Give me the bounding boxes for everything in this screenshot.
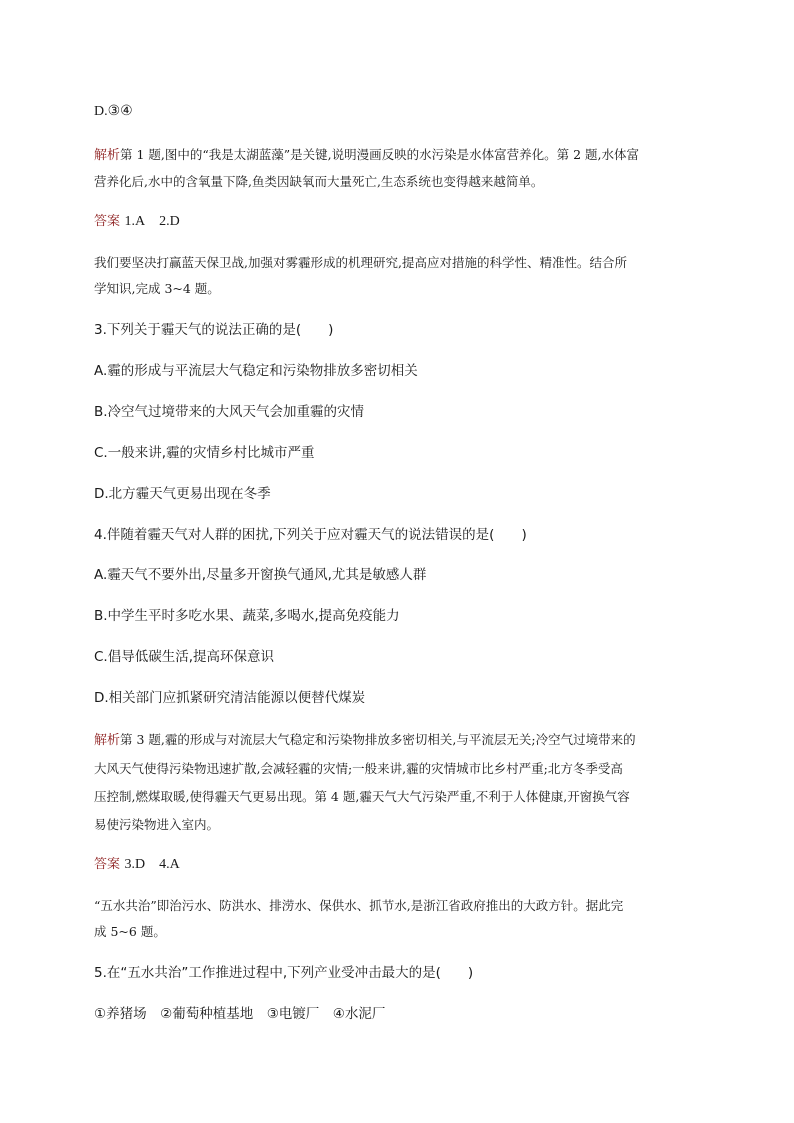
question-4-option-a: A.霾天气不要外出,尽量多开窗换气通风,尤其是敏感人群 [94,567,427,583]
explanation-text: 第 1 题,图中的“我是太湖蓝藻”是关键,说明漫画反映的水污染是水体富营养化。第 2 题,水体富 [120,147,640,162]
question-3-stem: 3.下列关于霾天气的说法正确的是( ) [94,322,334,338]
answer-1 [94,212,180,231]
explanation-label: 解析 [94,733,121,748]
explanation-2-line-4: 易使污染物进入室内。 [94,817,220,832]
question-4-stem: 4.伴随着霾天气对人群的困扰,下列关于应对霾天气的说法错误的是( ) [94,527,527,543]
answer-value: 3.D [124,857,146,872]
intro-5-6-line-2: 成 5~6 题。 [94,924,166,939]
explanation-2-line-2: 大风天气使得污染物迅速扩散,会减轻霾的灾情;一般来讲,霾的灾情城市比乡村严重;北方冬季受高 [94,761,623,776]
question-3-option-a: A.霾的形成与平流层大气稳定和污染物排放多密切相关 [94,363,418,379]
intro-3-4-line-2: 学知识,完成 3~4 题。 [94,281,220,296]
explanation-1-line-1 [94,146,639,165]
answer-value: 4.A [159,857,180,872]
answer-label: 答案 [94,857,121,872]
question-5-choices: ①养猪场 ②葡萄种植基地 ③电镀厂 ④水泥厂 [94,1006,386,1022]
question-5-stem: 5.在“五水共治”工作推进过程中,下列产业受冲击最大的是( ) [94,965,474,981]
question-4-option-b: B.中学生平时多吃水果、蔬菜,多喝水,提高免疫能力 [94,608,400,624]
question-3-option-d: D.北方霾天气更易出现在冬季 [94,486,271,502]
explanation-text: 第 3 题,霾的形成与对流层大气稳定和污染物排放多密切相关,与平流层无关;冷空气过境带来的 [120,732,636,747]
answer-value: 1.A [124,214,146,229]
explanation-2-line-1 [94,731,636,750]
question-3-option-c: C.一般来讲,霾的灾情乡村比城市严重 [94,445,315,461]
explanation-2-line-3: 压控制,燃煤取暖,使得霾天气更易出现。第 4 题,霾天气大气污染严重,不利于人体健康,开窗换气容 [94,789,630,804]
answer-label: 答案 [94,214,121,229]
answer-2 [94,855,180,874]
question-4-option-c: C.倡导低碳生活,提高环保意识 [94,649,275,665]
intro-5-6-line-1: “五水共治”即治污水、防洪水、排涝水、保供水、抓节水,是浙江省政府推出的大政方针。据此完 [94,898,624,913]
answer-value: 2.D [159,214,180,229]
intro-3-4-line-1: 我们要坚决打赢蓝天保卫战,加强对雾霾形成的机理研究,提高应对措施的科学性、精准性。结合所 [94,255,627,270]
question-3-option-b: B.冷空气过境带来的大风天气会加重霾的灾情 [94,404,365,420]
explanation-1-line-2: 营养化后,水中的含氧量下降,鱼类因缺氧而大量死亡,生态系统也变得越来越简单。 [94,174,544,189]
explanation-label: 解析 [94,148,121,163]
q2-option-d: D.③④ [94,104,133,119]
question-4-option-d: D.相关部门应抓紧研究清洁能源以便替代煤炭 [94,690,366,706]
